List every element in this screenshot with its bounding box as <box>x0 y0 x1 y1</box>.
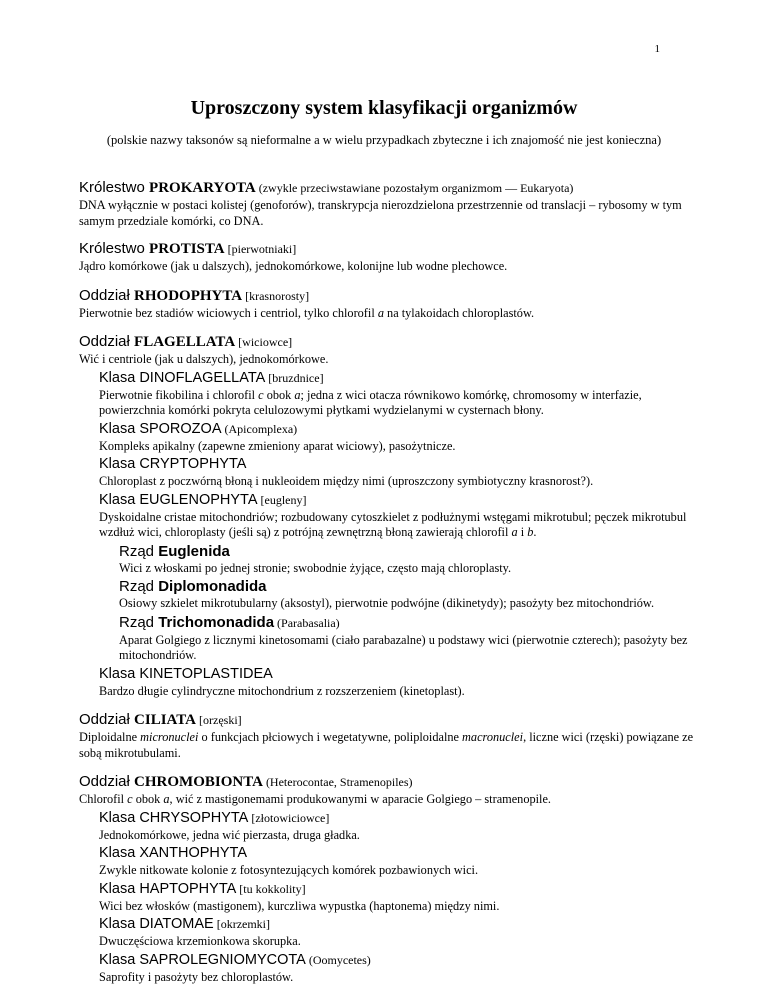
taxon-rank: Klasa <box>99 845 140 861</box>
italic-term: a <box>294 387 301 402</box>
taxon-description: Kompleks apikalny (zapewne zmieniony aparat wiciowy), pasożytnicze. <box>99 438 456 453</box>
taxon-entry <box>99 455 699 490</box>
taxon-description <box>79 306 699 322</box>
taxon-rank: Oddział <box>79 286 135 304</box>
taxon-rank: Klasa <box>99 665 140 682</box>
taxon-rank: Rząd <box>119 578 159 595</box>
taxon-rank: Oddział <box>79 773 135 790</box>
taxon-name: SAPROLEGNIOMYCOTA <box>139 951 306 968</box>
taxon-rank: Oddział <box>79 333 135 350</box>
taxon-rank: Klasa <box>99 951 140 968</box>
italic-term: macronuclei <box>462 730 524 744</box>
taxon-name: PROKARYOTA <box>149 180 256 196</box>
taxon-name: PROTISTA <box>149 241 225 257</box>
taxon-note: (Parabasalia) <box>274 615 340 630</box>
page-subtitle: (polskie nazwy taksonów są nieformalne a w wielu przypadkach zbyteczne i ich znajomość nie jest konieczna) <box>106 133 662 147</box>
taxon-heading <box>99 880 699 899</box>
taxon-description: DNA wyłącznie w postaci kolistej (genoforów), transkrypcja nierozdzielona przestrzennie od translacji – rybosomy w tym samym przedziale komórki, co DNA. <box>79 198 682 228</box>
taxon-description: Osiowy szkielet mikrotubularny (aksostyl), pierwotnie podwójne (dikinetydy); pasożyty bez mitochondriów. <box>119 596 655 610</box>
description-text: o funkcjach płciowych i wegetatywne, poliploidalne <box>198 730 463 744</box>
taxon-heading <box>99 491 699 510</box>
taxon-heading <box>119 577 699 596</box>
taxon-note: (zwykle przeciwstawiane pozostałym organizmom — Eukaryota) <box>255 181 574 195</box>
taxon-entry <box>119 613 699 664</box>
taxon-description: Wici z włoskami po jednej stronie; swobodnie żyjące, często mają chloroplasty. <box>119 560 512 575</box>
taxon-entry <box>79 239 699 275</box>
taxon-heading <box>99 665 699 684</box>
taxon-heading <box>79 332 699 352</box>
taxon-note: [bruzdnice] <box>265 370 324 385</box>
italic-term: micronuclei <box>140 730 199 744</box>
taxon-description: Saprofity i pasożyty bez chloroplastów. <box>99 969 294 984</box>
taxon-description: Wici bez włosków (mastigonem), kurczliwa wypustka (haptonema) między nimi. <box>99 898 500 913</box>
taxon-note: (Apicomplexa) <box>221 421 298 436</box>
taxon-entry <box>119 577 699 612</box>
italic-term: a <box>163 792 170 806</box>
taxon-entry <box>79 772 699 808</box>
taxon-name: FLAGELLATA <box>134 334 236 350</box>
description-text: . <box>533 525 537 539</box>
page-title: Uproszczony system klasyfikacji organizmów <box>190 97 578 119</box>
taxon-heading <box>119 542 699 561</box>
taxon-rank: Królestwo <box>79 179 150 196</box>
description-text: , liczne wici (rzęski) powiązane ze sobą mikrotubulami. <box>79 730 694 760</box>
taxon-name: CRYPTOPHYTA <box>139 456 247 472</box>
taxon-heading <box>99 369 699 388</box>
description-text: i <box>517 525 528 539</box>
description-text: , wić z mastigonemami produkowanymi w aparacie Golgiego – stramenopile. <box>169 792 551 806</box>
taxon-name: CHROMOBIONTA <box>134 774 263 790</box>
taxon-heading <box>79 239 699 259</box>
taxon-description: Jednokomórkowe, jedna wić pierzasta, druga gładka. <box>99 827 360 842</box>
taxon-heading <box>79 772 699 792</box>
taxon-name: Euglenida <box>158 542 230 560</box>
taxon-note: [złotowiciowce] <box>248 810 330 825</box>
taxon-rank: Klasa <box>99 420 140 437</box>
taxon-description: Zwykle nitkowate kolonie z fotosyntezujących komórek pozbawionych wici. <box>99 863 479 877</box>
taxon-rank: Rząd <box>119 542 159 560</box>
description-text: ; jedna z wici otacza równikowo komórkę, chromosomy w interfazie, powierzchnia komórki pokryta celulozowymi płytkami wydzielanymi w cysternach błony. <box>99 387 642 417</box>
taxon-entry <box>99 369 699 419</box>
taxon-heading <box>79 178 699 198</box>
taxon-note: [eugleny] <box>257 492 307 507</box>
taxon-name: DINOFLAGELLATA <box>139 369 266 386</box>
description-text: obok <box>263 387 295 402</box>
description-text: na tylakoidach chloroplastów. <box>383 305 535 320</box>
taxon-entry <box>99 915 699 950</box>
taxon-note: [wiciowce] <box>235 335 293 349</box>
taxon-description: Jądro komórkowe (jak u dalszych), jednokomórkowe, kolonijne lub wodne plechowce. <box>79 259 508 273</box>
taxon-heading <box>99 951 699 970</box>
taxon-note: [tu kokkolity] <box>236 881 306 896</box>
taxon-entry <box>79 178 699 229</box>
taxon-name: RHODOPHYTA <box>134 287 243 304</box>
taxon-name: HAPTOPHYTA <box>139 880 237 897</box>
description-text: Pierwotnie bez stadiów wiciowych i centriol, tylko chlorofil <box>79 305 378 320</box>
description-text: Dyskoidalne cristae mitochondriów; rozbudowany cytoszkielet z podłużnymi wstęgami mikrotubul; pęczek mikrotubul wzdłuż wici, chloroplasty (jeśli są) z potrójną zewnętrzną błoną zawierają chlorofil <box>99 509 687 539</box>
taxon-rank: Klasa <box>99 809 140 826</box>
taxonomy-list <box>79 172 699 985</box>
taxon-description <box>99 510 699 541</box>
description-text: obok <box>132 792 164 806</box>
taxon-rank: Klasa <box>99 456 140 472</box>
taxon-entry <box>119 542 699 577</box>
taxon-entry <box>99 951 699 986</box>
taxon-description: Aparat Golgiego z licznymi kinetosomami (ciało parabazalne) u podstawy wici (pierwotnie czterech); pasożyty bez mitochondriów. <box>119 632 688 662</box>
taxon-note: [okrzemki] <box>213 917 271 931</box>
taxon-rank: Królestwo <box>79 240 150 257</box>
taxon-rank: Rząd <box>119 613 159 631</box>
taxon-name: Trichomonadida <box>158 613 275 631</box>
taxon-description: Bardzo długie cylindryczne mitochondrium z rozszerzeniem (kinetoplast). <box>99 683 465 698</box>
italic-term: a <box>377 305 384 320</box>
taxon-entry <box>79 710 699 761</box>
taxon-name: KINETOPLASTIDEA <box>139 665 273 682</box>
taxon-rank: Klasa <box>99 880 140 897</box>
taxon-name: DIATOMAE <box>139 916 214 932</box>
taxon-note: [pierwotniaki] <box>224 242 297 256</box>
taxon-note: [krasnorosty] <box>242 288 310 303</box>
taxon-heading <box>119 613 699 633</box>
taxon-note: (Oomycetes) <box>305 952 371 967</box>
taxon-entry <box>99 491 699 541</box>
italic-term: a <box>511 525 518 539</box>
taxon-entry <box>99 880 699 915</box>
page-number: 1 <box>654 43 660 55</box>
taxon-name: SPOROZOA <box>139 420 222 437</box>
taxon-heading <box>99 809 699 828</box>
taxon-entry <box>79 332 699 368</box>
italic-term: b <box>527 525 534 539</box>
taxon-description <box>79 792 699 808</box>
taxon-description: Dwuczęściowa krzemionkowa skorupka. <box>99 934 301 948</box>
taxon-description <box>99 388 699 419</box>
taxon-note: (Heterocontae, Stramenopiles) <box>262 775 413 789</box>
description-text: Diploidalne <box>79 730 141 744</box>
taxon-note: [orzęski] <box>196 713 242 727</box>
taxon-heading <box>99 455 699 474</box>
taxon-name: EUGLENOPHYTA <box>139 491 258 508</box>
taxon-description: Chloroplast z poczwórną błoną i nukleoidem między nimi (uproszczony symbiotyczny krasnorost?). <box>99 474 594 488</box>
description-text: Chlorofil <box>79 792 128 806</box>
taxon-name: CHRYSOPHYTA <box>139 809 249 826</box>
taxon-entry <box>99 809 699 844</box>
taxon-name: CILIATA <box>134 712 196 728</box>
taxon-rank: Klasa <box>99 491 140 508</box>
taxon-rank: Klasa <box>99 916 140 932</box>
taxon-entry <box>99 665 699 700</box>
taxon-rank: Klasa <box>99 369 140 386</box>
taxon-heading <box>79 710 699 730</box>
taxon-description <box>79 730 699 761</box>
taxon-entry <box>79 286 699 322</box>
taxon-rank: Oddział <box>79 711 135 728</box>
taxon-heading <box>99 915 699 934</box>
taxon-name: XANTHOPHYTA <box>139 845 248 861</box>
taxon-entry <box>99 420 699 455</box>
taxon-heading <box>99 420 699 439</box>
taxon-name: Diplomonadida <box>158 578 267 595</box>
italic-term: c <box>127 792 133 806</box>
description-text: Pierwotnie fikobilina i chlorofil <box>99 387 259 402</box>
taxon-description: Wić i centriole (jak u dalszych), jednokomórkowe. <box>79 352 329 366</box>
taxon-entry <box>99 844 699 879</box>
taxon-heading <box>99 844 699 863</box>
italic-term: c <box>258 387 264 402</box>
taxon-heading <box>79 286 699 306</box>
